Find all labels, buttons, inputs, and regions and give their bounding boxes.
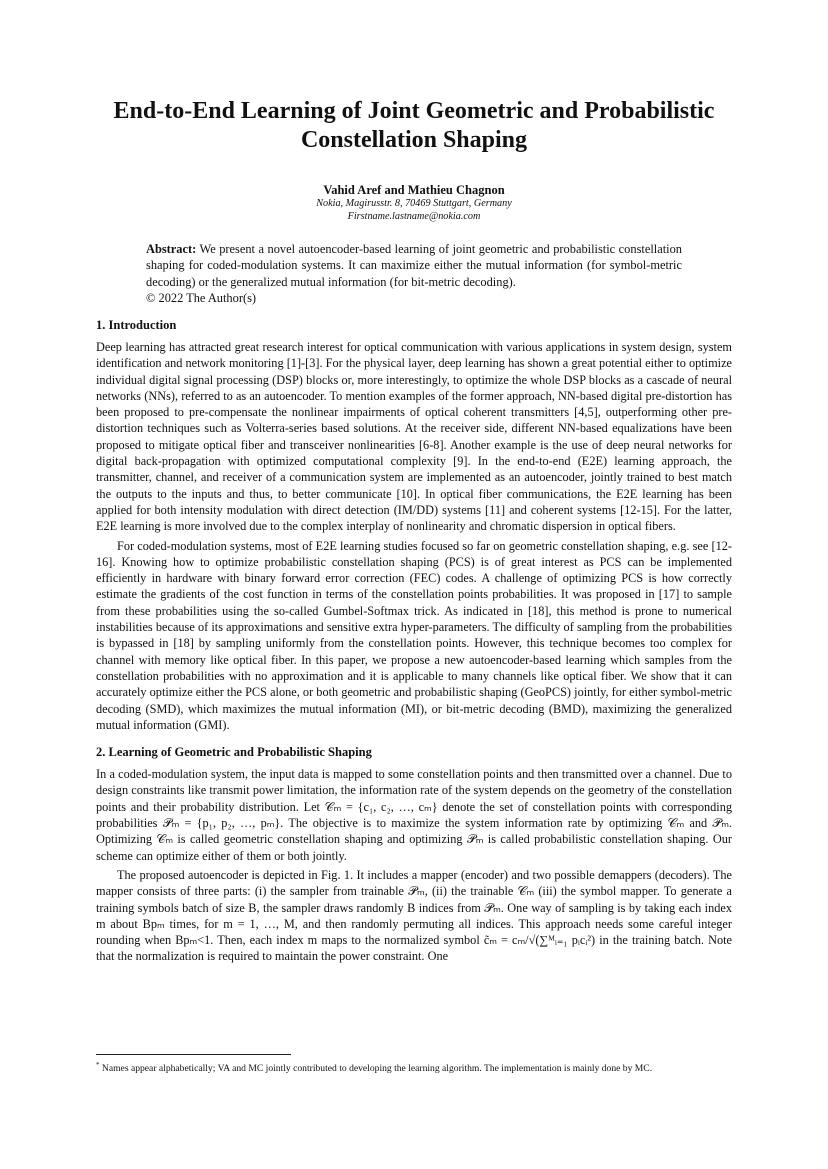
learning-paragraph-2: The proposed autoencoder is depicted in Fig. 1. It includes a mapper (encoder) and two possible demappers (decoders). The mapper consists of three parts: (i) the sampler from trainable 𝒫ₘ, (ii) the trainable 𝒞ₘ (iii) the symbol mapper. To generate a training symbols batch of size B, the sampler draws randomly B indices from 𝒫ₘ. One way of sampling is by taking each index m about Bpₘ times, for m = 1, …, M, and then randomly permuting all indices. This approach needs some careful integer rounding when Bpₘ<1. Then, each index m maps to the normalized symbol c̃ₘ = cₘ/√(∑ᴹᵢ₌₁ pᵢcᵢ²) in the training batch. Note that the normalization is required to maintain the power constraint. One — [96, 867, 732, 964]
section-heading-learning: 2. Learning of Geometric and Probabilistic Shaping — [96, 745, 372, 760]
authors: Vahid Aref and Mathieu Chagnon — [323, 183, 505, 197]
learning-paragraph-1: In a coded-modulation system, the input data is mapped to some constellation points and then transmitted over a channel. Due to design constraints like transmit power limitation, the information rate of the system depends on the geometry of the constellation points and their probability distribution. Let 𝒞ₘ = {c₁, c₂, …, cₘ} denote the set of constellation points with corresponding probabilities 𝒫ₘ = {p₁, p₂, …, pₘ}. The objective is to maximize the system information rate by optimizing 𝒞ₘ and 𝒫ₘ. Optimizing 𝒞ₘ is called geometric constellation shaping and optimizing 𝒫ₘ is called probabilistic constellation shaping. Our scheme can optimize either of them or both jointly. — [96, 767, 732, 863]
copyright: © 2022 The Author(s) — [146, 290, 257, 305]
paper-title: End-to-End Learning of Joint Geometric and Probabilistic Constellation Shaping — [113, 98, 715, 153]
intro-paragraph-2: For coded-modulation systems, most of E2E learning studies focused so far on geometric constellation shaping, e.g. see [12-16]. Knowing how to optimize probabilistic constellation shaping (PCS) is of great interest as PCS can be implemented efficiently in hardware with binary forward error correction (FEC) codes. A challenge of optimizing PCS is how correctly estimate the gradients of the cost function in terms of the constellation points probabilities. It was proposed in [17] to sample from these probabilities using the so-called Gumbel-Softmax trick. As indicated in [18], this method is prone to numerical instabilities because of its approximations and sensitive extra hyper-parameters. The difficulty of sampling from the probabilities is bypassed in [18] by sampling uniformly from the constellation points. However, this technique becomes too complex for channel with memory like optical fiber. In this paper, we propose a new autoencoder-based learning which samples from the constellation probabilities with no approximation and it is applicable to many channels like optical fiber. We show that it can accurately optimize either the PCS alone, or both geometric and probabilistic shaping (GeoPCS) jointly, for either symbol-metric decoding (SMD), which maximizes the mutual information (MI), or bit-metric decoding (BMD), maximizing the generalized mutual information (GMI). — [96, 538, 732, 732]
abstract — [146, 241, 682, 306]
footnote-marker: * — [96, 1061, 100, 1069]
intro-paragraph-1: Deep learning has attracted great research interest for optical communication with various applications in system design, system identification and network monitoring [1]-[3]. For the physical layer, deep learning has shown a great potential either to optimize individual digital signal processing (DSP) blocks or, more interestingly, to optimize the whole DSP blocks as a cascade of neural networks (NNs), referred to as an autoencoder. To mention examples of the former approach, NN-based digital pre-distortion has been proposed to pre-compensate the nonlinear impairments of optical coherent transmitters [4,5], outperforming other pre-distortion techniques such as Volterra-series based solutions. At the receiver side, different NN-based equalizations have been proposed to mitigate optical fiber and transceiver nonlinearities [6-8]. Another example is the use of deep neural networks for digital back-propagation with optimized computational complexity [9]. In the end-to-end (E2E) learning approach, the transmitter, channel, and receiver of a communication system are implemented as an autoencoder, jointly trained to best match the outputs to the inputs and thus, to better communicate [10]. In optical fiber communications, the E2E learning has been applied for both intensity modulation with direct detection (IM/DD) systems [11] and coherent systems [12-15]. For the latter, E2E learning is more involved due to the complex interplay of nonlinearity and chromatic dispersion in optical fibers. — [96, 340, 732, 534]
section-heading-introduction: 1. Introduction — [96, 318, 177, 332]
footnote-text: Names appear alphabetically; VA and MC jointly contributed to developing the learning algorithm. The implementation is mainly done by MC. — [101, 1063, 653, 1075]
abstract-label: Abstract: — [146, 242, 197, 257]
affiliation: Nokia, Magirusstr. 8, 70469 Stuttgart, Germany — [316, 198, 512, 209]
email: Firstname.lastname@nokia.com — [347, 210, 481, 222]
abstract-text: We present a novel autoencoder-based learning of joint geometric and probabilistic constellation shaping for coded-modulation systems. It can maximize either the mutual information (for symbol-metric decoding) or the generalized mutual information (for bit-metric decoding). — [146, 242, 682, 289]
paper-page — [0, 97, 828, 1169]
footnote-divider — [96, 1054, 291, 1055]
footnote — [96, 1059, 732, 1075]
